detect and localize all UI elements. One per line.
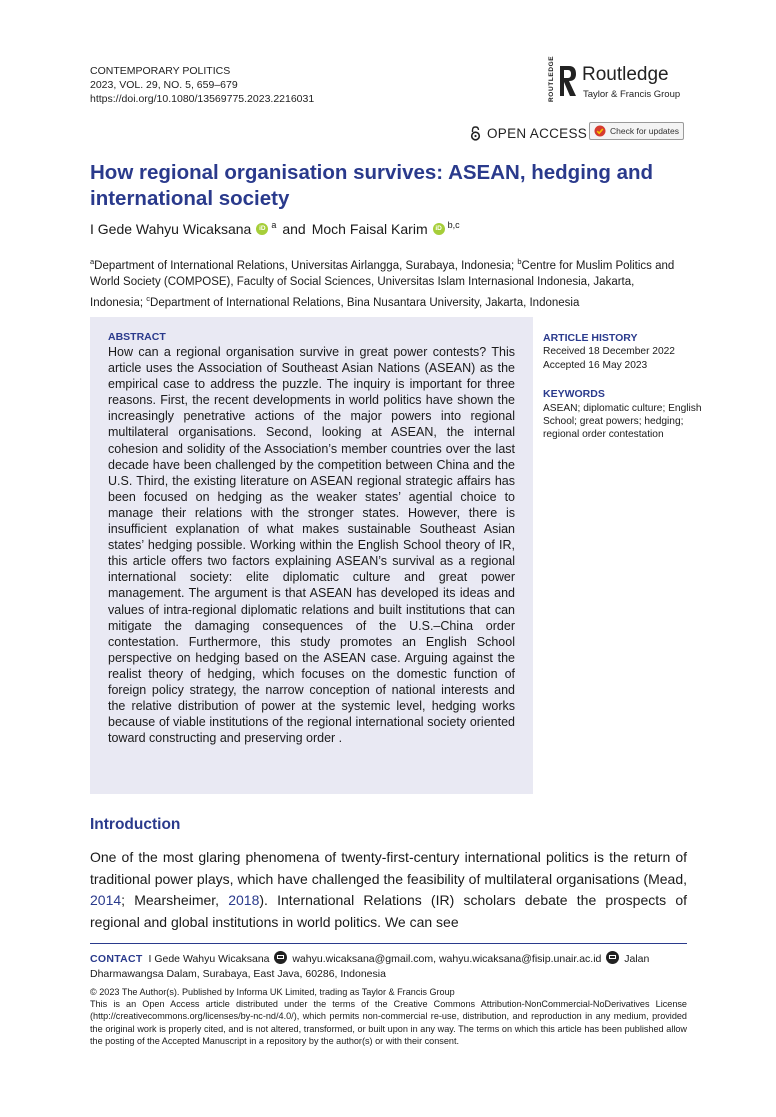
contact-label: CONTACT [90, 953, 143, 965]
orcid-icon[interactable]: iD [256, 223, 268, 235]
journal-name: CONTEMPORARY POLITICS [90, 65, 231, 77]
author-affiliation-marker: a [271, 220, 277, 230]
citation-link[interactable]: 2014 [90, 892, 122, 908]
publisher-logo [548, 55, 693, 104]
author-name[interactable]: I Gede Wahyu Wicaksana [90, 221, 252, 237]
email-icon [274, 951, 287, 964]
check-updates-label: Check for updates [610, 126, 679, 136]
license-link[interactable]: http://creativecommons.org/licenses/by-nc-nd/4.0/ [93, 1011, 294, 1022]
publisher-name: Routledge [582, 64, 669, 85]
article-sidebar [543, 332, 703, 442]
author-joiner: and [282, 221, 306, 237]
license-text [90, 998, 687, 1047]
author-affiliation-marker: b,c [447, 220, 460, 230]
copyright-line: © 2023 The Author(s). Published by Informa UK Limited, trading as Taylor & Francis Group [90, 987, 455, 997]
affiliations [90, 254, 690, 311]
article-title: How regional organisation survives: ASEAN, hedging and international society [90, 161, 654, 210]
routledge-logo-icon [558, 64, 578, 98]
contact-block [90, 951, 687, 982]
journal-volume: 2023, VOL. 29, NO. 5, 659–679 [90, 79, 238, 91]
license-text-b: ), which permits non-commercial re-use, distribution, and reproduction in any medium, provided the original work is properly cited, and is not altered, transformed, or built upon in any way. The terms on which this article has been published allow the posting of the Accepted Manuscript in a repository by the author(s) or with their consent. [90, 1011, 687, 1046]
intro-text: ). International Relations (IR) scholars debate the prospects of regional and global institutions in world politics. We can see [90, 892, 687, 930]
citation-link[interactable]: 2018 [228, 892, 260, 908]
publisher-vertical-text: ROUTLEDGE [548, 55, 555, 102]
open-access-badge [470, 126, 587, 141]
contact-emails[interactable]: wahyu.wicaksana@gmail.com, wahyu.wicaksana@fisip.unair.ac.id [292, 953, 602, 965]
copyright-block [90, 986, 687, 1047]
keywords-text: ASEAN; diplomatic culture; English School; great powers; hedging; regional order contestation [543, 402, 702, 441]
journal-info [90, 64, 314, 106]
author-name[interactable]: Moch Faisal Karim [311, 221, 428, 237]
check-for-updates-button[interactable] [589, 122, 684, 140]
article-history-heading: ARTICLE HISTORY [543, 332, 638, 344]
affiliation-marker: b [517, 257, 522, 266]
affiliation-text: Department of International Relations, Bina Nusantara University, Jakarta, Indonesia [150, 296, 580, 309]
check-updates-icon [594, 125, 606, 137]
address-icon [606, 951, 619, 964]
open-access-icon [470, 126, 481, 141]
keywords-heading: KEYWORDS [543, 388, 605, 401]
journal-doi-link[interactable]: https://doi.org/10.1080/13569775.2023.2216031 [90, 93, 315, 105]
affiliation-marker: a [90, 257, 95, 266]
license-text-a: This is an Open Access article distributed under the terms of the Creative Commons Attribution-NonCommercial-NoDerivatives License ( [90, 999, 687, 1022]
affiliation-text: Centre for Muslim Politics and World Society (COMPOSE), Faculty of Social Sciences, Universitas Islam Internasional Indonesia, Jakarta, Indonesia; [90, 259, 675, 309]
contact-address: Jalan Dharmawangsa Dalam, Surabaya, East Java, 60286, Indonesia [90, 953, 650, 980]
affiliation-marker: c [146, 293, 151, 303]
received-date: Received 18 December 2022 [543, 346, 675, 358]
orcid-icon[interactable]: iD [433, 223, 445, 235]
author-list [90, 221, 460, 237]
abstract-text: How can a regional organisation survive in great power contests? This article uses the Association of Southeast Asian Nations (ASEAN) as the empirical case to address the puzzle. The inquiry is important for three reasons. First, the recent developments in world politics have shown the increasingly penetrative actions of the major powers into regional multilateral organisations. Second, looking at ASEAN, the internal cohesion and solidity of the Association’s member countries over the last decade have been challenged by the competition between China and the U.S. Third, the existing literature on ASEAN regional strategic affairs has been focused on hedging as the weaker states’ agential choice to manage their relations with the stronger states. However, there is insufficient explanation of what makes sustainable Southeast Asian states’ hedging possible. Working within the English School theory of IR, this article offers two factors explaining ASEAN’s survival as a regional international society: elite diplomatic culture and great power management. The argument is that ASEAN has developed its ideas and values of intra-regional diplomatic relations and built institutions that can mitigate the damaging consequences of the U.S.–China order contestation. Furthermore, this study promotes an English School perspective on hedging based on the ASEAN case. Arguing against the realist theory of hedging, which focuses on the domestic function of foreign policy strategy, the narrow conception of national interests and the relative distribution of power at the systemic level, hedging works because of viable institutions of the regional international society oriented toward constructing and preserving order . [108, 345, 515, 746]
abstract-box [90, 317, 533, 794]
abstract-heading: ABSTRACT [108, 331, 166, 343]
publisher-subtitle: Taylor & Francis Group [583, 89, 681, 100]
accepted-date: Accepted 16 May 2023 [543, 359, 648, 371]
affiliation-text: Department of International Relations, Universitas Airlangga, Surabaya, Indonesia; [94, 259, 518, 272]
contact-name: I Gede Wahyu Wicaksana [148, 953, 270, 965]
intro-text: ; Mearsheimer, [121, 892, 229, 908]
introduction-paragraph [90, 847, 687, 933]
footer-divider [90, 943, 687, 944]
open-access-label: OPEN ACCESS [487, 126, 588, 141]
intro-text: One of the most glaring phenomena of twenty-first-century international politics is the return of traditional power plays, which have challenged the feasibility of multilateral organisations (Mead, [90, 849, 687, 887]
introduction-heading: Introduction [90, 816, 181, 833]
